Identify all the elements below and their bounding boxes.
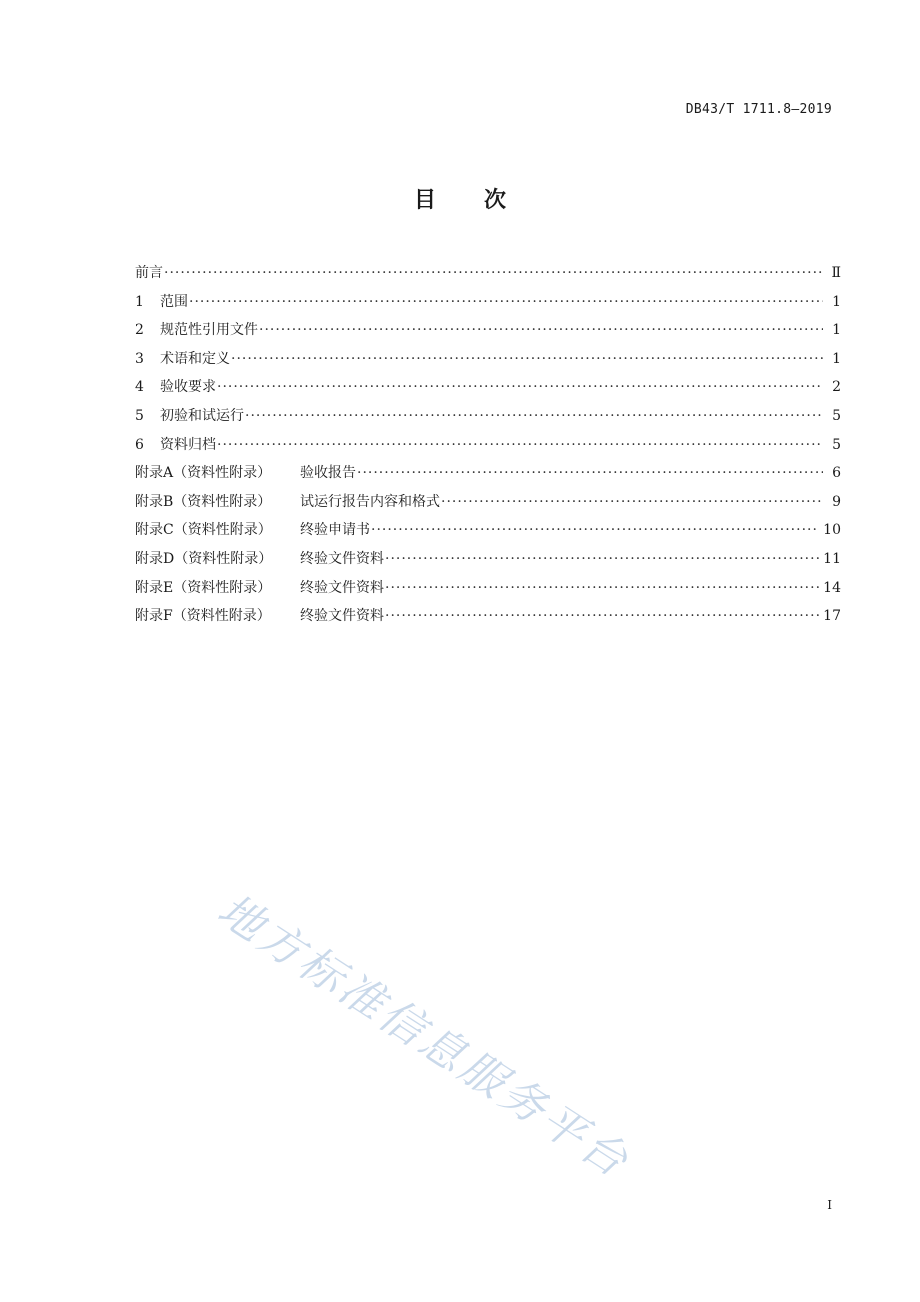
toc-leader-dots [217,437,823,453]
title-part-2: 次 [484,188,507,213]
toc-entry-label: 试运行报告内容和格式 [300,493,440,510]
toc-entry-page: 2 [832,379,841,396]
toc-leader-dots [231,351,823,367]
toc-entry-page: 17 [823,608,841,625]
toc-entry-page: 10 [823,522,841,539]
toc-entry-number: 5 [135,407,144,424]
toc-entry-annex-c[interactable] [135,519,841,548]
toc-entry-page: 14 [823,579,841,596]
toc-leader-dots [245,408,823,424]
toc-entry-page: 5 [832,407,841,424]
toc-leader-dots [385,580,819,596]
toc-leader-dots [385,608,819,624]
toc-entry-page: 6 [832,465,841,482]
toc-entry-label: 前言 [135,265,163,281]
toc-entry-terms-definitions[interactable] [135,348,841,377]
toc-entry-label: 终验申请书 [300,522,370,539]
toc-leader-dots [441,494,823,510]
title-part-1: 目 [413,188,436,213]
toc-entry-number: 1 [135,293,144,310]
toc-annex-prefix: 附录A（资料性附录） [135,465,272,482]
toc-entry-annex-f[interactable] [135,605,841,634]
toc-entry-number: 2 [135,322,144,339]
toc-entry-label: 初验和试运行 [160,407,244,424]
toc-entry-normative-references[interactable] [135,319,841,348]
toc-leader-dots [217,379,823,395]
toc-entry-label: 规范性引用文件 [160,322,258,339]
toc-annex-prefix: 附录C（资料性附录） [135,522,272,539]
toc-entry-label: 终验文件资料 [300,579,384,596]
toc-entry-initial-acceptance[interactable] [135,405,841,434]
toc-entry-scope[interactable] [135,291,841,320]
toc-leader-dots [371,522,819,538]
toc-leader-dots [385,551,819,567]
toc-entry-page: 1 [832,350,841,367]
toc-entry-label: 资料归档 [160,436,216,453]
toc-entry-page: Ⅱ [831,265,841,281]
toc-entry-annex-e[interactable] [135,577,841,606]
toc-annex-prefix: 附录B（资料性附录） [135,493,272,510]
toc-leader-dots [259,322,823,338]
toc-entry-annex-a[interactable] [135,462,841,491]
toc-entry-page: 11 [823,550,841,567]
toc-annex-prefix: 附录F（资料性附录） [135,608,271,625]
toc-leader-dots [357,465,823,481]
toc-entry-page: 1 [832,293,841,310]
toc-entry-number: 4 [135,379,144,396]
toc-entry-archiving[interactable] [135,434,841,463]
toc-entry-label: 范围 [160,293,188,310]
toc-leader-dots [189,294,823,310]
toc-leader-dots [164,265,823,281]
toc-entry-label: 术语和定义 [160,350,230,367]
toc-annex-prefix: 附录D（资料性附录） [135,550,273,567]
toc-entry-acceptance-requirements[interactable] [135,376,841,405]
toc-annex-prefix: 附录E（资料性附录） [135,579,272,596]
toc-entry-label: 验收要求 [160,379,216,396]
toc-entry-label: 终验文件资料 [300,550,384,567]
watermark: 地方标准信息服务平台 [208,884,639,1189]
toc-entry-page: 1 [832,322,841,339]
page-title [0,183,920,214]
table-of-contents [135,262,841,634]
toc-entry-label: 验收报告 [300,465,356,482]
toc-entry-annex-b[interactable] [135,491,841,520]
toc-entry-page: 5 [832,436,841,453]
standard-code: DB43/T 1711.8—2019 [685,102,832,117]
toc-entry-label: 终验文件资料 [300,608,384,625]
toc-entry-foreword[interactable] [135,262,841,291]
toc-entry-number: 3 [135,350,144,367]
toc-entry-annex-d[interactable] [135,548,841,577]
toc-entry-page: 9 [832,493,841,510]
page-number: I [827,1198,832,1212]
toc-entry-number: 6 [135,436,144,453]
